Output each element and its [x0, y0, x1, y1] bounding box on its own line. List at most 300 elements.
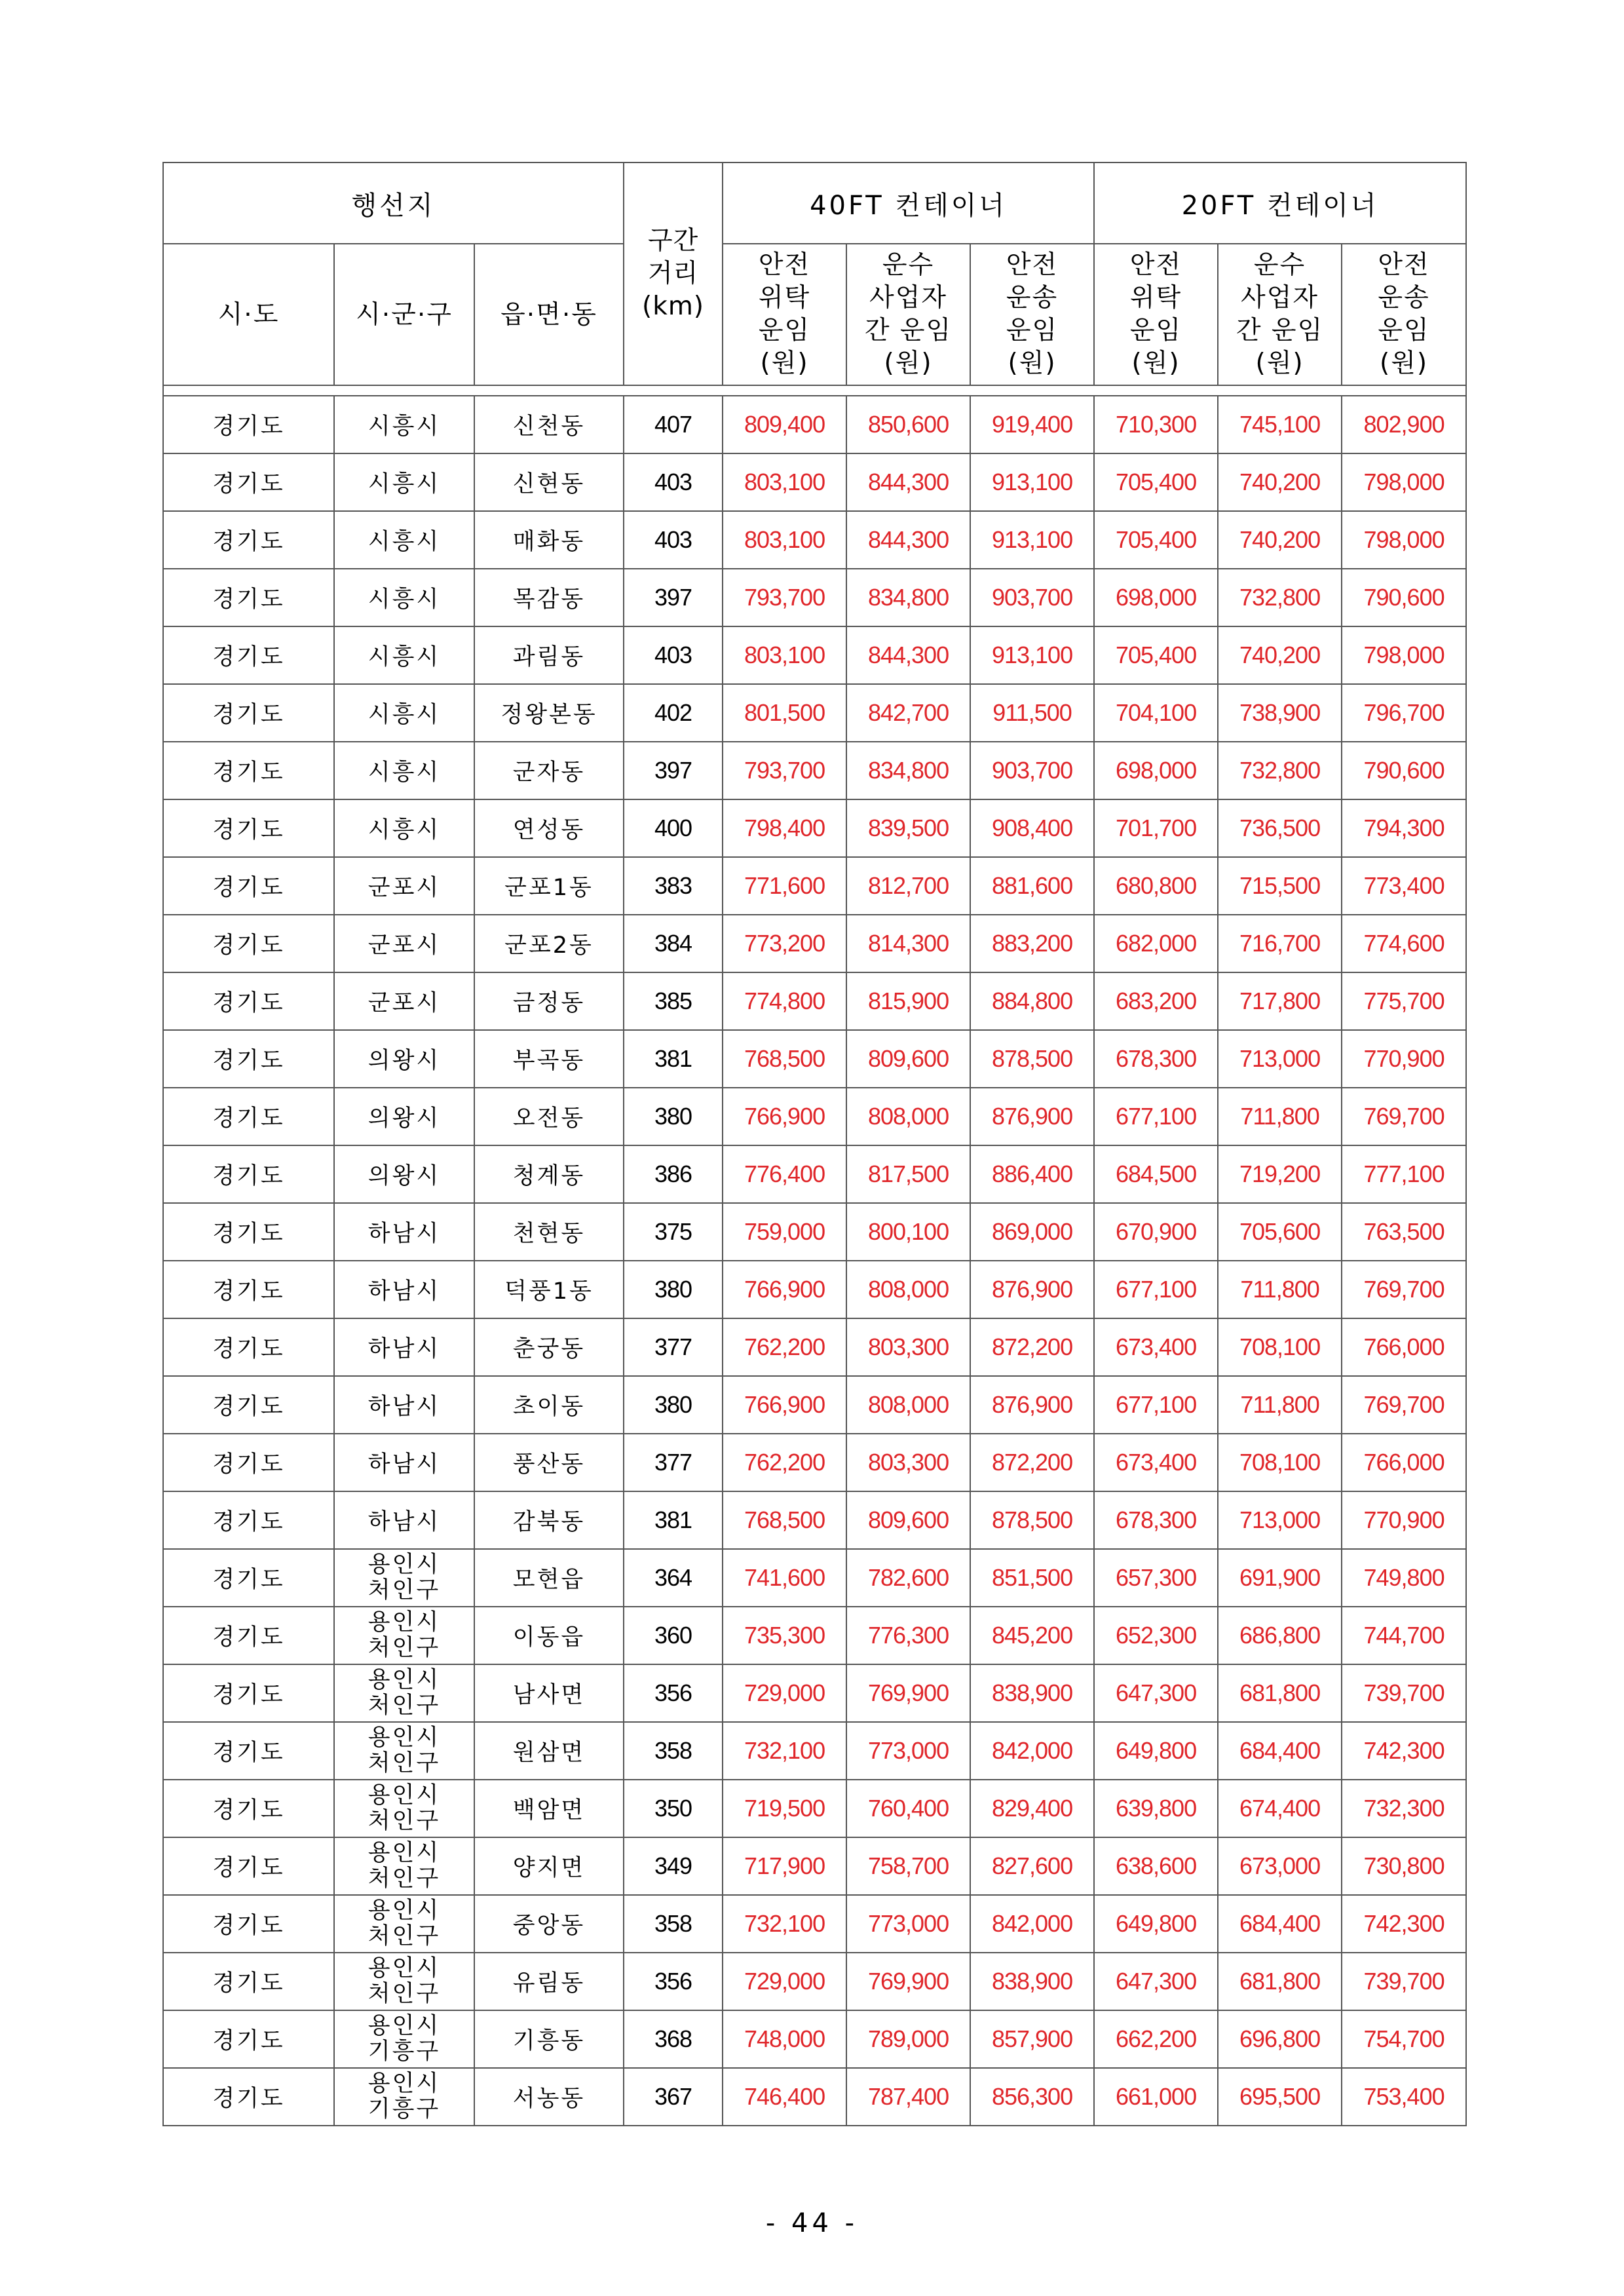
20ft-safe-consign-rate-cell: 705,400 [1094, 511, 1218, 569]
20ft-safe-transport-rate-cell: 754,700 [1342, 2010, 1466, 2068]
eupmyeondong-cell: 유림동 [474, 1953, 624, 2010]
table-row [163, 2010, 1466, 2068]
40ft-safe-consign-rate-cell: 766,900 [723, 1261, 846, 1318]
20ft-safe-consign-rate-cell: 705,400 [1094, 626, 1218, 684]
20ft-safe-transport-rate-cell: 770,900 [1342, 1030, 1466, 1088]
eupmyeondong-cell: 과림동 [474, 626, 624, 684]
20ft-safe-consign-rate-cell: 647,300 [1094, 1664, 1218, 1722]
distance-cell: 383 [624, 857, 723, 915]
sigungu-cell: 하남시 [334, 1491, 474, 1549]
20ft-safe-transport-rate-cell: 742,300 [1342, 1895, 1466, 1953]
sido-cell: 경기도 [163, 453, 334, 511]
20ft-safe-transport-rate-cell: 753,400 [1342, 2068, 1466, 2126]
table-row [163, 857, 1466, 915]
20ft-safe-transport-rate-cell: 763,500 [1342, 1203, 1466, 1261]
table-row [163, 511, 1466, 569]
40ft-safe-consign-rate-cell: 717,900 [723, 1837, 846, 1895]
20ft-safe-transport-rate-cell: 775,700 [1342, 972, 1466, 1030]
40ft-safe-consign-rate-cell: 793,700 [723, 569, 846, 626]
40ft-safe-transport-rate-cell: 872,200 [970, 1434, 1094, 1491]
40ft-safe-consign-rate-cell: 768,500 [723, 1030, 846, 1088]
40ft-safe-transport-rate-cell: 876,900 [970, 1376, 1094, 1434]
page-number: - 44 - [765, 2208, 859, 2238]
40ft-carrier-rate-cell: 812,700 [846, 857, 970, 915]
20ft-carrier-rate-cell: 713,000 [1218, 1491, 1342, 1549]
20ft-safe-consign-rate-cell: 670,900 [1094, 1203, 1218, 1261]
sido-cell: 경기도 [163, 1030, 334, 1088]
distance-cell: 403 [624, 453, 723, 511]
20ft-safe-transport-rate-cell: 769,700 [1342, 1261, 1466, 1318]
40ft-safe-consign-rate-cell: 798,400 [723, 799, 846, 857]
table-row [163, 915, 1466, 972]
40ft-safe-transport-rate-cell: 876,900 [970, 1261, 1094, 1318]
20ft-carrier-rate-cell: 711,800 [1218, 1261, 1342, 1318]
20ft-carrier-rate-cell: 745,100 [1218, 396, 1342, 453]
40ft-safe-transport-rate-cell: 913,100 [970, 453, 1094, 511]
20ft-carrier-rate-cell: 740,200 [1218, 511, 1342, 569]
20ft-safe-consign-rate-cell: 649,800 [1094, 1895, 1218, 1953]
40ft-safe-consign-rate-cell: 773,200 [723, 915, 846, 972]
40ft-safe-transport-rate-cell: 908,400 [970, 799, 1094, 857]
40ft-carrier-rate-cell: 842,700 [846, 684, 970, 742]
sido-cell: 경기도 [163, 1145, 334, 1203]
sigungu-cell: 용인시 처인구 [334, 1607, 474, 1664]
sido-cell: 경기도 [163, 857, 334, 915]
20ft-safe-consign-rate-cell: 639,800 [1094, 1780, 1218, 1837]
20ft-safe-consign-rate-cell: 684,500 [1094, 1145, 1218, 1203]
40ft-carrier-rate-cell: 776,300 [846, 1607, 970, 1664]
sido-cell: 경기도 [163, 1837, 334, 1895]
20ft-carrier-rate-cell: 681,800 [1218, 1664, 1342, 1722]
sigungu-cell: 시흥시 [334, 742, 474, 799]
sido-cell: 경기도 [163, 972, 334, 1030]
sido-cell: 경기도 [163, 1549, 334, 1607]
20ft-safe-transport-rate-cell: 798,000 [1342, 511, 1466, 569]
sigungu-cell: 시흥시 [334, 453, 474, 511]
distance-cell: 384 [624, 915, 723, 972]
table-body [163, 396, 1466, 2126]
40ft-carrier-rate-cell: 758,700 [846, 1837, 970, 1895]
table-row [163, 1780, 1466, 1837]
table-row [163, 1145, 1466, 1203]
20ft-safe-consign-rate-cell: 678,300 [1094, 1030, 1218, 1088]
distance-cell: 385 [624, 972, 723, 1030]
distance-cell: 397 [624, 742, 723, 799]
20ft-safe-transport-rate-cell: 730,800 [1342, 1837, 1466, 1895]
sigungu-cell: 용인시 처인구 [334, 1549, 474, 1607]
20ft-carrier-rate-cell: 686,800 [1218, 1607, 1342, 1664]
20ft-safe-transport-rate-header: 안전 운송 운임 (원) [1342, 244, 1466, 385]
40ft-safe-consign-rate-cell: 759,000 [723, 1203, 846, 1261]
20ft-carrier-rate-cell: 674,400 [1218, 1780, 1342, 1837]
eupmyeondong-cell: 군포1동 [474, 857, 624, 915]
sigungu-cell: 시흥시 [334, 569, 474, 626]
40ft-safe-consign-rate-cell: 746,400 [723, 2068, 846, 2126]
distance-cell: 403 [624, 626, 723, 684]
sigungu-cell: 용인시 처인구 [334, 1837, 474, 1895]
sigungu-cell: 의왕시 [334, 1088, 474, 1145]
40ft-safe-consign-rate-cell: 766,900 [723, 1376, 846, 1434]
20ft-safe-transport-rate-cell: 744,700 [1342, 1607, 1466, 1664]
eupmyeondong-cell: 정왕본동 [474, 684, 624, 742]
distance-cell: 360 [624, 1607, 723, 1664]
sido-cell: 경기도 [163, 915, 334, 972]
40ft-safe-transport-rate-cell: 829,400 [970, 1780, 1094, 1837]
20ft-safe-consign-rate-header: 안전 위탁 운임 (원) [1094, 244, 1218, 385]
distance-cell: 403 [624, 511, 723, 569]
40ft-carrier-rate-cell: 803,300 [846, 1434, 970, 1491]
40ft-safe-consign-rate-cell: 801,500 [723, 684, 846, 742]
40ft-carrier-rate-cell: 800,100 [846, 1203, 970, 1261]
40ft-safe-transport-rate-cell: 838,900 [970, 1664, 1094, 1722]
20ft-safe-transport-rate-cell: 790,600 [1342, 742, 1466, 799]
40ft-carrier-rate-cell: 769,900 [846, 1664, 970, 1722]
40ft-safe-transport-rate-cell: 881,600 [970, 857, 1094, 915]
40ft-safe-transport-rate-cell: 913,100 [970, 511, 1094, 569]
distance-cell: 380 [624, 1261, 723, 1318]
sido-cell: 경기도 [163, 569, 334, 626]
table-row [163, 1376, 1466, 1434]
eupmyeondong-cell: 매화동 [474, 511, 624, 569]
eupmyeondong-cell: 중앙동 [474, 1895, 624, 1953]
table-row [163, 1664, 1466, 1722]
sido-cell: 경기도 [163, 1318, 334, 1376]
sigungu-cell: 용인시 처인구 [334, 1722, 474, 1780]
20ft-safe-transport-rate-cell: 802,900 [1342, 396, 1466, 453]
distance-cell: 367 [624, 2068, 723, 2126]
40ft-safe-transport-rate-cell: 913,100 [970, 626, 1094, 684]
sido-cell: 경기도 [163, 1088, 334, 1145]
40ft-safe-consign-rate-cell: 741,600 [723, 1549, 846, 1607]
eupmyeondong-cell: 원삼면 [474, 1722, 624, 1780]
40ft-carrier-rate-cell: 808,000 [846, 1261, 970, 1318]
40ft-carrier-rate-cell: 850,600 [846, 396, 970, 453]
eupmyeondong-cell: 군포2동 [474, 915, 624, 972]
40ft-safe-consign-rate-cell: 729,000 [723, 1664, 846, 1722]
20ft-carrier-rate-cell: 719,200 [1218, 1145, 1342, 1203]
40ft-safe-consign-rate-cell: 732,100 [723, 1722, 846, 1780]
20ft-carrier-rate-cell: 673,000 [1218, 1837, 1342, 1895]
40ft-carrier-rate-cell: 789,000 [846, 2010, 970, 2068]
sigungu-cell: 군포시 [334, 857, 474, 915]
sido-cell: 경기도 [163, 2068, 334, 2126]
20ft-carrier-rate-cell: 716,700 [1218, 915, 1342, 972]
20ft-safe-transport-rate-cell: 732,300 [1342, 1780, 1466, 1837]
sigungu-cell: 하남시 [334, 1261, 474, 1318]
destination-header: 행선지 [163, 163, 624, 244]
20ft-safe-transport-rate-cell: 766,000 [1342, 1434, 1466, 1491]
table-row [163, 569, 1466, 626]
distance-cell: 356 [624, 1953, 723, 2010]
table-row [163, 1434, 1466, 1491]
table-row [163, 1607, 1466, 1664]
40ft-carrier-rate-cell: 787,400 [846, 2068, 970, 2126]
table-row [163, 742, 1466, 799]
eupmyeondong-cell: 춘궁동 [474, 1318, 624, 1376]
20ft-safe-consign-rate-cell: 683,200 [1094, 972, 1218, 1030]
40ft-carrier-rate-cell: 808,000 [846, 1088, 970, 1145]
20ft-safe-consign-rate-cell: 673,400 [1094, 1318, 1218, 1376]
sido-cell: 경기도 [163, 1895, 334, 1953]
20ft-carrier-rate-cell: 705,600 [1218, 1203, 1342, 1261]
sigungu-cell: 의왕시 [334, 1030, 474, 1088]
distance-cell: 377 [624, 1318, 723, 1376]
40ft-safe-transport-rate-cell: 845,200 [970, 1607, 1094, 1664]
20ft-safe-transport-rate-cell: 739,700 [1342, 1664, 1466, 1722]
table-row [163, 1088, 1466, 1145]
20ft-carrier-rate-cell: 736,500 [1218, 799, 1342, 857]
40ft-safe-consign-rate-cell: 762,200 [723, 1434, 846, 1491]
distance-cell: 364 [624, 1549, 723, 1607]
20ft-safe-consign-rate-cell: 710,300 [1094, 396, 1218, 453]
20ft-safe-consign-rate-cell: 682,000 [1094, 915, 1218, 972]
40ft-carrier-rate-cell: 844,300 [846, 453, 970, 511]
container-40ft-header: 40FT 컨테이너 [723, 163, 1094, 244]
20ft-safe-consign-rate-cell: 704,100 [1094, 684, 1218, 742]
sido-cell: 경기도 [163, 684, 334, 742]
20ft-carrier-rate-cell: 696,800 [1218, 2010, 1342, 2068]
40ft-safe-transport-rate-cell: 842,000 [970, 1895, 1094, 1953]
sigungu-cell: 용인시 기흥구 [334, 2010, 474, 2068]
20ft-carrier-rate-cell: 681,800 [1218, 1953, 1342, 2010]
20ft-safe-consign-rate-cell: 705,400 [1094, 453, 1218, 511]
eupmyeondong-cell: 금정동 [474, 972, 624, 1030]
40ft-safe-transport-rate-cell: 903,700 [970, 742, 1094, 799]
eupmyeondong-cell: 양지면 [474, 1837, 624, 1895]
20ft-safe-transport-rate-cell: 769,700 [1342, 1088, 1466, 1145]
distance-cell: 368 [624, 2010, 723, 2068]
eupmyeondong-cell: 신현동 [474, 453, 624, 511]
40ft-carrier-rate-cell: 844,300 [846, 511, 970, 569]
40ft-carrier-rate-cell: 834,800 [846, 742, 970, 799]
20ft-safe-transport-rate-cell: 777,100 [1342, 1145, 1466, 1203]
table-row [163, 1203, 1466, 1261]
20ft-safe-transport-rate-cell: 790,600 [1342, 569, 1466, 626]
sigungu-cell: 용인시 기흥구 [334, 2068, 474, 2126]
20ft-carrier-rate-cell: 684,400 [1218, 1895, 1342, 1953]
container-20ft-header: 20FT 컨테이너 [1094, 163, 1466, 244]
sido-cell: 경기도 [163, 1607, 334, 1664]
40ft-safe-transport-rate-cell: 911,500 [970, 684, 1094, 742]
20ft-safe-consign-rate-cell: 677,100 [1094, 1376, 1218, 1434]
40ft-safe-consign-rate-header: 안전 위탁 운임 (원) [723, 244, 846, 385]
sido-cell: 경기도 [163, 2010, 334, 2068]
40ft-safe-transport-rate-cell: 919,400 [970, 396, 1094, 453]
sigungu-header: 시·군·구 [334, 244, 474, 385]
table-row [163, 1953, 1466, 2010]
20ft-carrier-rate-header: 운수 사업자 간 운임 (원) [1218, 244, 1342, 385]
eupmyeondong-cell: 오전동 [474, 1088, 624, 1145]
40ft-safe-transport-rate-cell: 851,500 [970, 1549, 1094, 1607]
40ft-safe-transport-rate-cell: 878,500 [970, 1030, 1094, 1088]
20ft-carrier-rate-cell: 740,200 [1218, 626, 1342, 684]
distance-header: 구간 거리 (km) [624, 163, 723, 385]
table-row [163, 799, 1466, 857]
40ft-carrier-rate-cell: 803,300 [846, 1318, 970, 1376]
40ft-safe-consign-rate-cell: 729,000 [723, 1953, 846, 2010]
20ft-safe-transport-rate-cell: 766,000 [1342, 1318, 1466, 1376]
sido-cell: 경기도 [163, 511, 334, 569]
40ft-safe-transport-rate-cell: 883,200 [970, 915, 1094, 972]
eupmyeondong-cell: 남사면 [474, 1664, 624, 1722]
sido-cell: 경기도 [163, 1664, 334, 1722]
40ft-carrier-rate-cell: 760,400 [846, 1780, 970, 1837]
20ft-carrier-rate-cell: 717,800 [1218, 972, 1342, 1030]
distance-cell: 400 [624, 799, 723, 857]
40ft-safe-consign-rate-cell: 766,900 [723, 1088, 846, 1145]
40ft-safe-transport-rate-cell: 903,700 [970, 569, 1094, 626]
20ft-carrier-rate-cell: 738,900 [1218, 684, 1342, 742]
40ft-carrier-rate-cell: 782,600 [846, 1549, 970, 1607]
40ft-safe-consign-rate-cell: 809,400 [723, 396, 846, 453]
20ft-safe-transport-rate-cell: 798,000 [1342, 626, 1466, 684]
eupmyeondong-cell: 신천동 [474, 396, 624, 453]
sigungu-cell: 용인시 처인구 [334, 1664, 474, 1722]
distance-cell: 358 [624, 1895, 723, 1953]
sido-cell: 경기도 [163, 1491, 334, 1549]
sido-cell: 경기도 [163, 1376, 334, 1434]
sigungu-cell: 시흥시 [334, 511, 474, 569]
40ft-carrier-rate-cell: 808,000 [846, 1376, 970, 1434]
20ft-safe-consign-rate-cell: 701,700 [1094, 799, 1218, 857]
20ft-safe-consign-rate-cell: 673,400 [1094, 1434, 1218, 1491]
sido-cell: 경기도 [163, 1780, 334, 1837]
20ft-safe-consign-rate-cell: 657,300 [1094, 1549, 1218, 1607]
table-row [163, 453, 1466, 511]
40ft-safe-consign-rate-cell: 776,400 [723, 1145, 846, 1203]
40ft-carrier-rate-cell: 839,500 [846, 799, 970, 857]
distance-cell: 407 [624, 396, 723, 453]
eupmyeondong-cell: 군자동 [474, 742, 624, 799]
eupmyeondong-cell: 감북동 [474, 1491, 624, 1549]
sigungu-cell: 하남시 [334, 1318, 474, 1376]
20ft-safe-transport-rate-cell: 749,800 [1342, 1549, 1466, 1607]
eupmyeondong-cell: 서농동 [474, 2068, 624, 2126]
table-row [163, 1318, 1466, 1376]
20ft-safe-consign-rate-cell: 649,800 [1094, 1722, 1218, 1780]
40ft-carrier-rate-cell: 844,300 [846, 626, 970, 684]
sigungu-cell: 용인시 처인구 [334, 1895, 474, 1953]
table-row [163, 972, 1466, 1030]
sido-cell: 경기도 [163, 1261, 334, 1318]
sigungu-cell: 용인시 처인구 [334, 1953, 474, 2010]
20ft-safe-consign-rate-cell: 680,800 [1094, 857, 1218, 915]
40ft-safe-consign-rate-cell: 748,000 [723, 2010, 846, 2068]
table-row [163, 626, 1466, 684]
20ft-safe-transport-rate-cell: 742,300 [1342, 1722, 1466, 1780]
40ft-carrier-rate-cell: 815,900 [846, 972, 970, 1030]
sigungu-cell: 군포시 [334, 972, 474, 1030]
sido-header: 시·도 [163, 244, 334, 385]
20ft-safe-transport-rate-cell: 796,700 [1342, 684, 1466, 742]
20ft-safe-consign-rate-cell: 652,300 [1094, 1607, 1218, 1664]
40ft-safe-transport-rate-cell: 872,200 [970, 1318, 1094, 1376]
sigungu-cell: 시흥시 [334, 684, 474, 742]
40ft-safe-transport-rate-cell: 827,600 [970, 1837, 1094, 1895]
20ft-carrier-rate-cell: 740,200 [1218, 453, 1342, 511]
eupmyeondong-cell: 백암면 [474, 1780, 624, 1837]
40ft-carrier-rate-cell: 773,000 [846, 1722, 970, 1780]
20ft-carrier-rate-cell: 684,400 [1218, 1722, 1342, 1780]
distance-cell: 402 [624, 684, 723, 742]
40ft-safe-transport-rate-header: 안전 운송 운임 (원) [970, 244, 1094, 385]
distance-cell: 380 [624, 1088, 723, 1145]
20ft-safe-transport-rate-cell: 794,300 [1342, 799, 1466, 857]
20ft-carrier-rate-cell: 711,800 [1218, 1376, 1342, 1434]
40ft-carrier-rate-cell: 834,800 [846, 569, 970, 626]
sido-cell: 경기도 [163, 1722, 334, 1780]
distance-cell: 397 [624, 569, 723, 626]
sigungu-cell: 하남시 [334, 1203, 474, 1261]
20ft-safe-consign-rate-cell: 662,200 [1094, 2010, 1218, 2068]
sido-cell: 경기도 [163, 799, 334, 857]
table-row [163, 1722, 1466, 1780]
40ft-carrier-rate-cell: 809,600 [846, 1491, 970, 1549]
40ft-safe-consign-rate-cell: 803,100 [723, 453, 846, 511]
40ft-carrier-rate-cell: 817,500 [846, 1145, 970, 1203]
20ft-safe-consign-rate-cell: 698,000 [1094, 569, 1218, 626]
eupmyeondong-cell: 초이동 [474, 1376, 624, 1434]
40ft-carrier-rate-cell: 769,900 [846, 1953, 970, 2010]
20ft-safe-consign-rate-cell: 661,000 [1094, 2068, 1218, 2126]
table-row [163, 2068, 1466, 2126]
20ft-carrier-rate-cell: 715,500 [1218, 857, 1342, 915]
distance-cell: 349 [624, 1837, 723, 1895]
40ft-carrier-rate-cell: 773,000 [846, 1895, 970, 1953]
distance-cell: 380 [624, 1376, 723, 1434]
20ft-safe-consign-rate-cell: 678,300 [1094, 1491, 1218, 1549]
20ft-safe-consign-rate-cell: 698,000 [1094, 742, 1218, 799]
sigungu-cell: 시흥시 [334, 396, 474, 453]
40ft-safe-transport-rate-cell: 857,900 [970, 2010, 1094, 2068]
20ft-safe-transport-rate-cell: 769,700 [1342, 1376, 1466, 1434]
40ft-safe-consign-rate-cell: 803,100 [723, 511, 846, 569]
40ft-safe-transport-rate-cell: 878,500 [970, 1491, 1094, 1549]
eupmyeondong-cell: 모현읍 [474, 1549, 624, 1607]
20ft-safe-consign-rate-cell: 647,300 [1094, 1953, 1218, 2010]
sigungu-cell: 시흥시 [334, 799, 474, 857]
40ft-safe-consign-rate-cell: 732,100 [723, 1895, 846, 1953]
sido-cell: 경기도 [163, 1953, 334, 2010]
eupmyeondong-cell: 목감동 [474, 569, 624, 626]
eupmyeondong-cell: 덕풍1동 [474, 1261, 624, 1318]
eupmyeondong-cell: 풍산동 [474, 1434, 624, 1491]
table-row [163, 1491, 1466, 1549]
40ft-safe-consign-rate-cell: 719,500 [723, 1780, 846, 1837]
eupmyeondong-cell: 부곡동 [474, 1030, 624, 1088]
40ft-safe-consign-rate-cell: 768,500 [723, 1491, 846, 1549]
40ft-safe-transport-rate-cell: 842,000 [970, 1722, 1094, 1780]
20ft-carrier-rate-cell: 713,000 [1218, 1030, 1342, 1088]
40ft-safe-transport-rate-cell: 886,400 [970, 1145, 1094, 1203]
table-row [163, 684, 1466, 742]
distance-cell: 356 [624, 1664, 723, 1722]
sido-cell: 경기도 [163, 1434, 334, 1491]
40ft-carrier-rate-header: 운수 사업자 간 운임 (원) [846, 244, 970, 385]
distance-cell: 350 [624, 1780, 723, 1837]
eupmyeondong-header: 읍·면·동 [474, 244, 624, 385]
20ft-safe-consign-rate-cell: 677,100 [1094, 1261, 1218, 1318]
eupmyeondong-cell: 청계동 [474, 1145, 624, 1203]
distance-cell: 386 [624, 1145, 723, 1203]
20ft-carrier-rate-cell: 708,100 [1218, 1434, 1342, 1491]
table-row [163, 1261, 1466, 1318]
eupmyeondong-cell: 연성동 [474, 799, 624, 857]
table-row [163, 1895, 1466, 1953]
40ft-safe-consign-rate-cell: 803,100 [723, 626, 846, 684]
sigungu-cell: 시흥시 [334, 626, 474, 684]
40ft-safe-transport-rate-cell: 856,300 [970, 2068, 1094, 2126]
